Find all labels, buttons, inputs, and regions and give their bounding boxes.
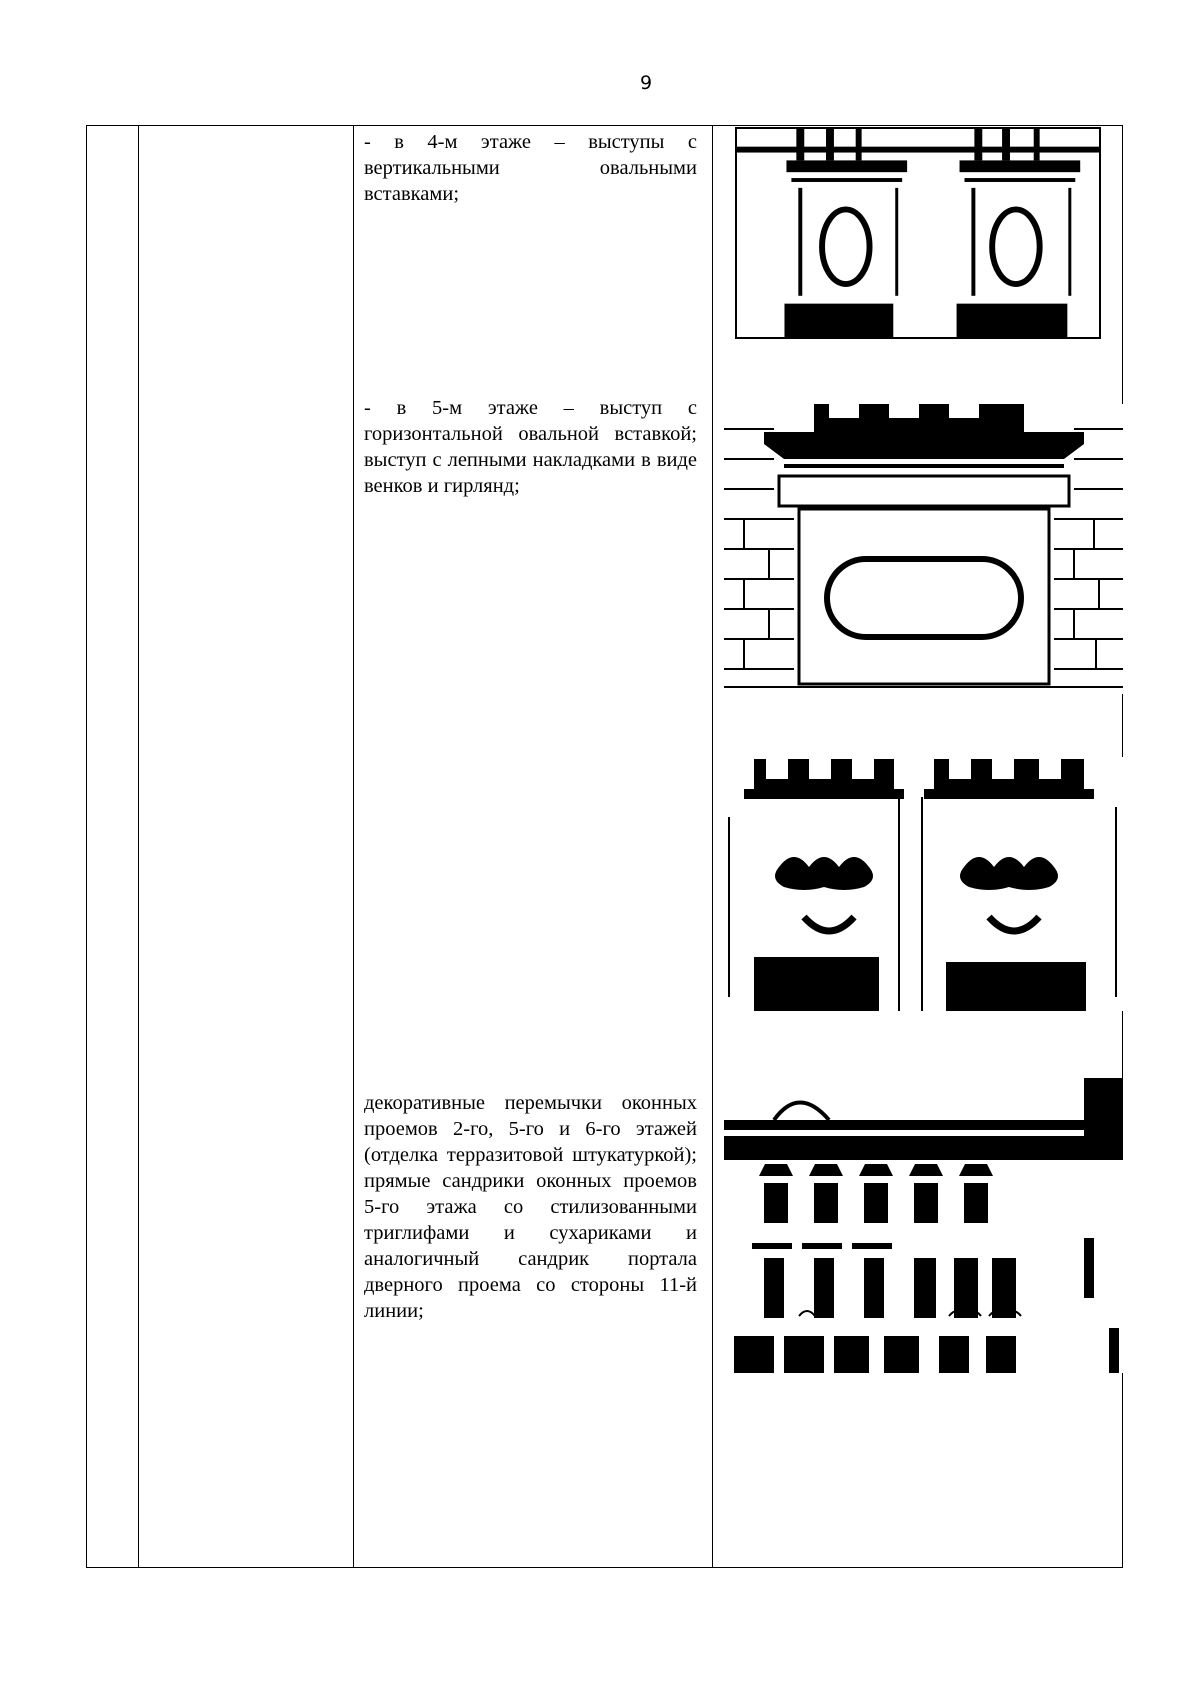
row-3-description: декоративные перемычки оконных проемов 2-го, 5-го и 6-го этажей (отделка терразитовой штукатуркой); прямые сандрики оконных проемов 5-го этажа со стилизованными триглифами и сухариками и аналогичный сандрик портала дверного проема со стороны 11-й линии; [364,1092,697,1322]
column-divider-2 [353,125,354,1568]
column-divider-3 [712,125,713,1568]
facade-oval-vertical-photo [735,127,1101,339]
row-1-description: - в 4-м этаже – выступы с вертикальными овальными вставками; [364,131,697,205]
page-number: 9 [639,72,653,94]
column-divider-1 [138,125,139,1568]
facade-wreath-garland-photo [724,757,1123,1011]
facade-windows-photo [724,1078,1123,1373]
row-2-description: - в 5-м этаже – выступ с горизонтальной овальной вставкой; выступ с лепными накладками в виде венков и гирлянд; [364,397,697,497]
facade-oval-horizontal-photo [724,404,1123,694]
